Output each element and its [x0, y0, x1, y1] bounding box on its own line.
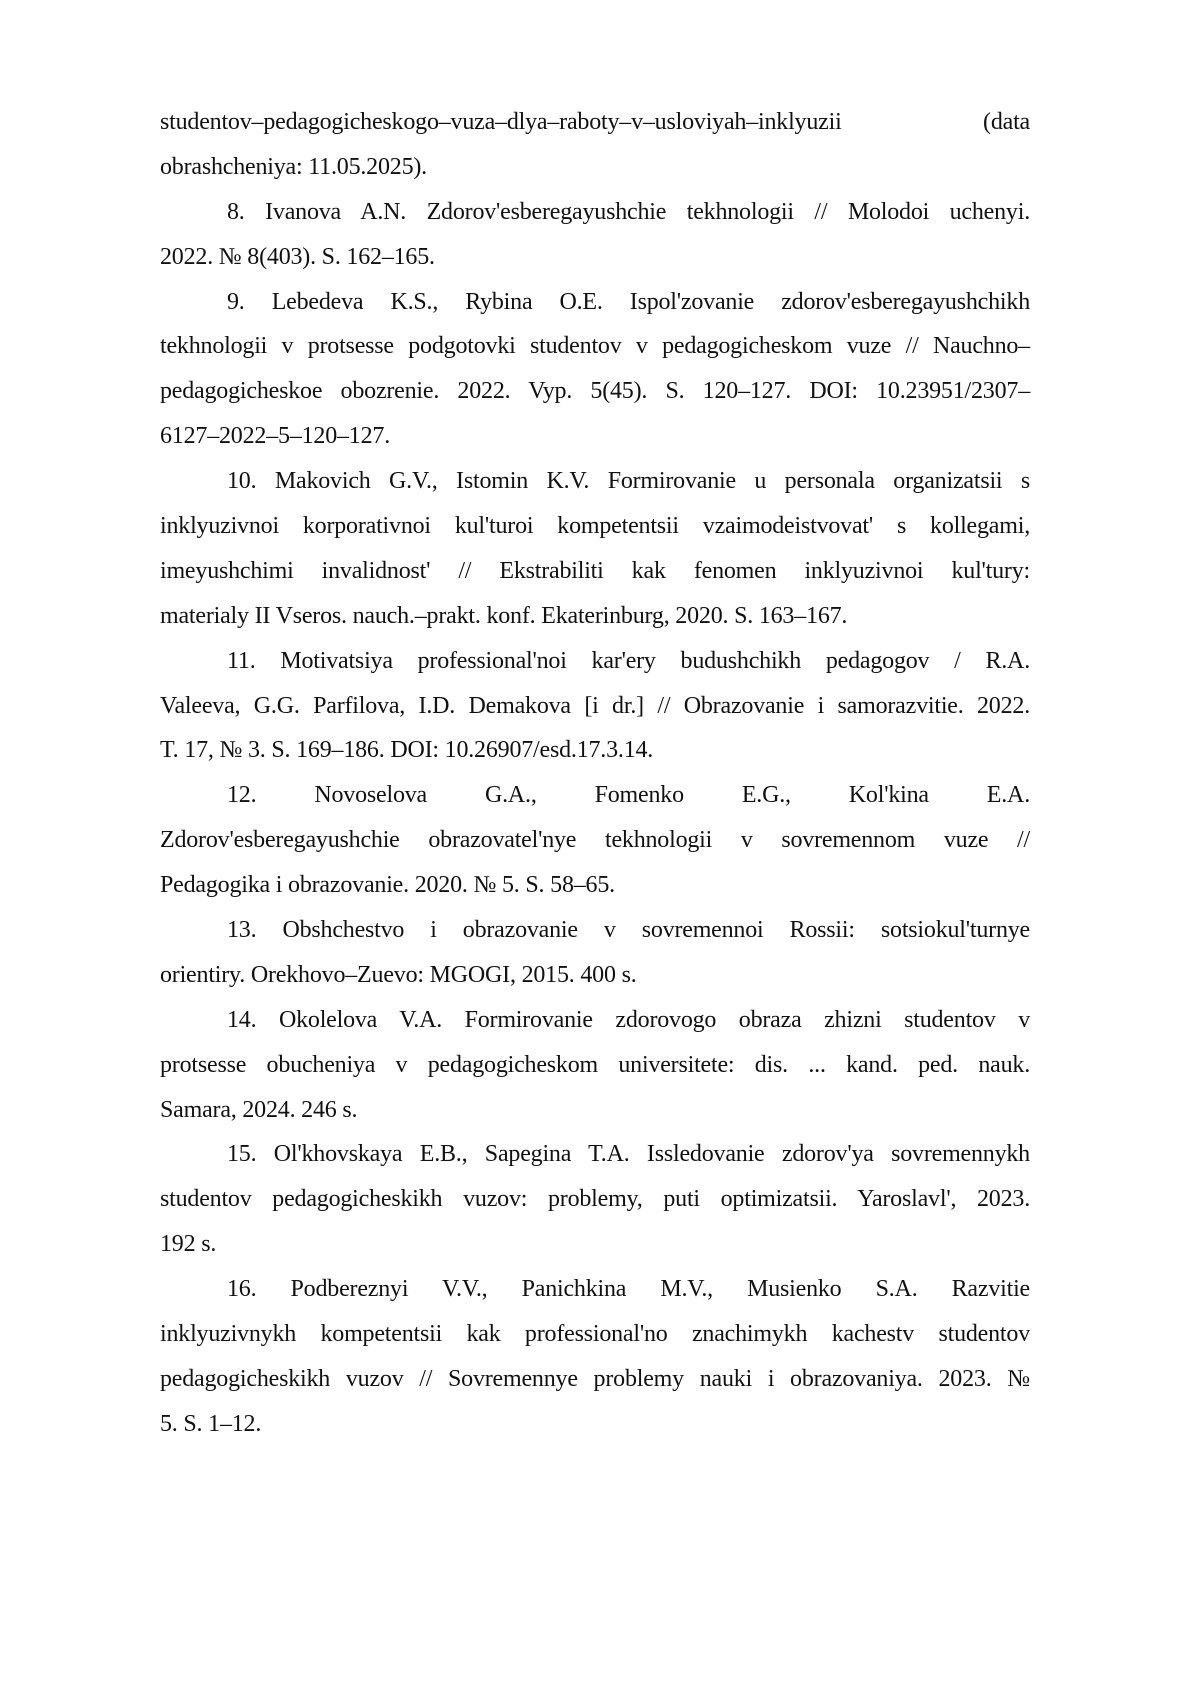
- reference-line: 10. Makovich G.V., Istomin K.V. Formirovanie u personala organizatsii s: [160, 459, 1030, 504]
- reference-line: studentov pedagogicheskikh vuzov: problemy, puti optimizatsii. Yaroslavl', 2023.: [160, 1177, 1030, 1222]
- reference-entry: [160, 100, 1030, 190]
- reference-line: 6127–2022–5–120–127.: [160, 414, 1030, 459]
- reference-entry: [160, 773, 1030, 908]
- reference-line: 13. Obshchestvo i obrazovanie v sovremennoi Rossii: sotsiokul'turnye: [160, 908, 1030, 953]
- reference-line: inklyuzivnykh kompetentsii kak professional'no znachimykh kachestv studentov: [160, 1312, 1030, 1357]
- reference-line: inklyuzivnoi korporativnoi kul'turoi kompetentsii vzaimodeistvovat' s kollegami,: [160, 504, 1030, 549]
- reference-line: protsesse obucheniya v pedagogicheskom universitete: dis. ... kand. ped. nauk.: [160, 1043, 1030, 1088]
- reference-entry: [160, 190, 1030, 280]
- reference-line: Pedagogika i obrazovanie. 2020. № 5. S. 58–65.: [160, 863, 1030, 908]
- reference-entry: [160, 1267, 1030, 1447]
- reference-line: T. 17, № 3. S. 169–186. DOI: 10.26907/esd.17.3.14.: [160, 728, 1030, 773]
- reference-line: 12. Novoselova G.A., Fomenko E.G., Kol'kina E.A.: [160, 773, 1030, 818]
- reference-line: 14. Okolelova V.A. Formirovanie zdorovogo obraza zhizni studentov v: [160, 998, 1030, 1043]
- reference-line: pedagogicheskikh vuzov // Sovremennye problemy nauki i obrazovaniya. 2023. №: [160, 1357, 1030, 1402]
- reference-line: obrashcheniya: 11.05.2025).: [160, 145, 1030, 190]
- reference-line: 11. Motivatsiya professional'noi kar'ery budushchikh pedagogov / R.A.: [160, 639, 1030, 684]
- reference-line: studentov–pedagogicheskogo–vuza–dlya–raboty–v–usloviyah–inklyuzii (data: [160, 100, 1030, 145]
- reference-entry: [160, 998, 1030, 1133]
- reference-line: 8. Ivanova A.N. Zdorov'esberegayushchie tekhnologii // Molodoi uchenyi.: [160, 190, 1030, 235]
- reference-line: 2022. № 8(403). S. 162–165.: [160, 235, 1030, 280]
- reference-entry: [160, 1132, 1030, 1267]
- reference-entry: [160, 459, 1030, 639]
- reference-line: imeyushchimi invalidnost' // Ekstrabiliti kak fenomen inklyuzivnoi kul'tury:: [160, 549, 1030, 594]
- reference-entry: [160, 639, 1030, 774]
- reference-list: [160, 100, 1030, 1447]
- reference-line: 15. Ol'khovskaya E.B., Sapegina T.A. Issledovanie zdorov'ya sovremennykh: [160, 1132, 1030, 1177]
- reference-line: Zdorov'esberegayushchie obrazovatel'nye tekhnologii v sovremennom vuze //: [160, 818, 1030, 863]
- reference-line: Samara, 2024. 246 s.: [160, 1088, 1030, 1133]
- reference-line: 16. Podbereznyi V.V., Panichkina M.V., Musienko S.A. Razvitie: [160, 1267, 1030, 1312]
- reference-line: 192 s.: [160, 1222, 1030, 1267]
- reference-entry: [160, 908, 1030, 998]
- reference-line: 5. S. 1–12.: [160, 1402, 1030, 1447]
- reference-line: Valeeva, G.G. Parfilova, I.D. Demakova [i dr.] // Obrazovanie i samorazvitie. 2022.: [160, 684, 1030, 729]
- reference-line: 9. Lebedeva K.S., Rybina O.E. Ispol'zovanie zdorov'esberegayushchikh: [160, 280, 1030, 325]
- reference-entry: [160, 280, 1030, 460]
- reference-line: pedagogicheskoe obozrenie. 2022. Vyp. 5(45). S. 120–127. DOI: 10.23951/2307–: [160, 369, 1030, 414]
- reference-line: materialy II Vseros. nauch.–prakt. konf. Ekaterinburg, 2020. S. 163–167.: [160, 594, 1030, 639]
- reference-line: tekhnologii v protsesse podgotovki studentov v pedagogicheskom vuze // Nauchno–: [160, 324, 1030, 369]
- reference-line: orientiry. Orekhovo–Zuevo: MGOGI, 2015. 400 s.: [160, 953, 1030, 998]
